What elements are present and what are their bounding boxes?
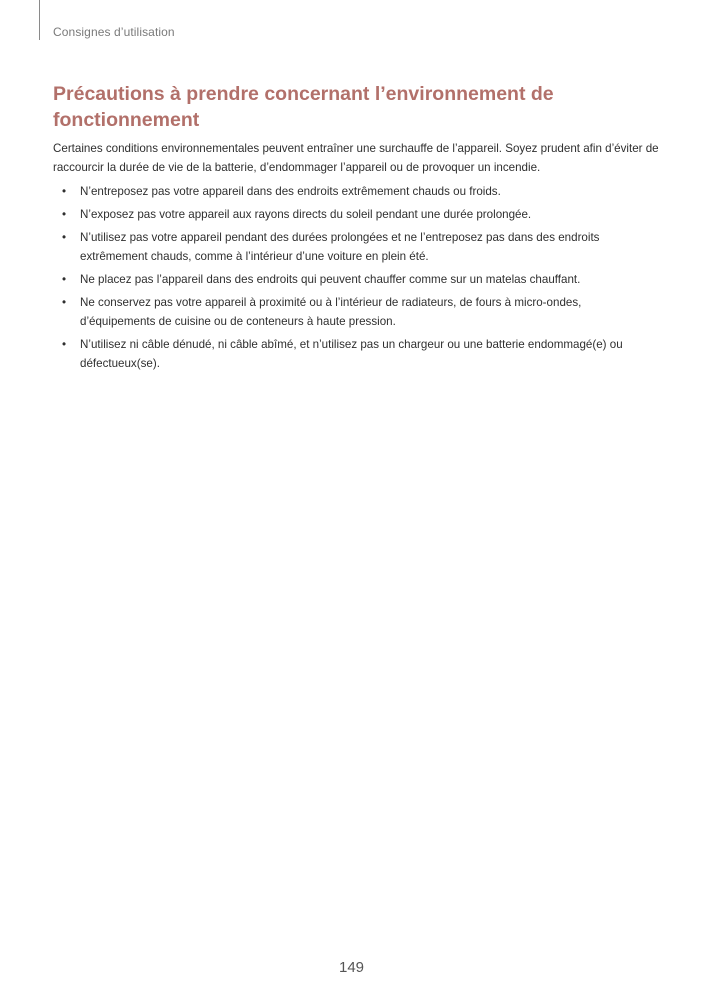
page-title: Précautions à prendre concernant l’environnement de fonctionnement (53, 83, 554, 131)
bullet-icon: • (62, 185, 67, 198)
page-number: 149 (338, 959, 365, 976)
bullet-icon: • (62, 338, 67, 351)
list-item-text: N’entreposez pas votre appareil dans des endroits extrêmement chauds ou froids. (80, 185, 501, 198)
list-item (53, 293, 653, 331)
list-item (53, 205, 653, 224)
bullet-icon: • (62, 273, 67, 286)
list-item (53, 182, 653, 201)
precautions-list (53, 182, 653, 377)
bullet-icon: • (62, 231, 67, 244)
list-item-text: N’utilisez ni câble dénudé, ni câble abîmé, et n’utilisez pas un chargeur ou une batterie endommagé(e) ou défectueux(se). (80, 338, 623, 370)
list-item-text: N’exposez pas votre appareil aux rayons directs du soleil pendant une durée prolongée. (80, 208, 532, 221)
header-divider (39, 0, 40, 40)
list-item (53, 270, 653, 289)
list-item-text: N’utilisez pas votre appareil pendant des durées prolongées et ne l’entreposez pas dans des endroits extrêmement chauds, comme à l’intérieur d’une voiture en plein été. (80, 231, 600, 263)
list-item-text: Ne placez pas l’appareil dans des endroits qui peuvent chauffer comme sur un matelas chauffant. (80, 273, 581, 286)
section-header: Consignes d’utilisation (53, 25, 175, 39)
bullet-icon: • (62, 296, 67, 309)
bullet-icon: • (62, 208, 67, 221)
list-item-text: Ne conservez pas votre appareil à proximité ou à l’intérieur de radiateurs, de fours à micro-ondes, d’équipements de cuisine ou de conteneurs à haute pression. (80, 296, 582, 328)
list-item (53, 335, 653, 373)
intro-paragraph: Certaines conditions environnementales peuvent entraîner une surchauffe de l’appareil. Soyez prudent afin d’éviter de raccourcir la durée de vie de la batterie, d’endommager l’appareil ou de provoquer un incendie. (53, 142, 659, 174)
list-item (53, 228, 653, 266)
